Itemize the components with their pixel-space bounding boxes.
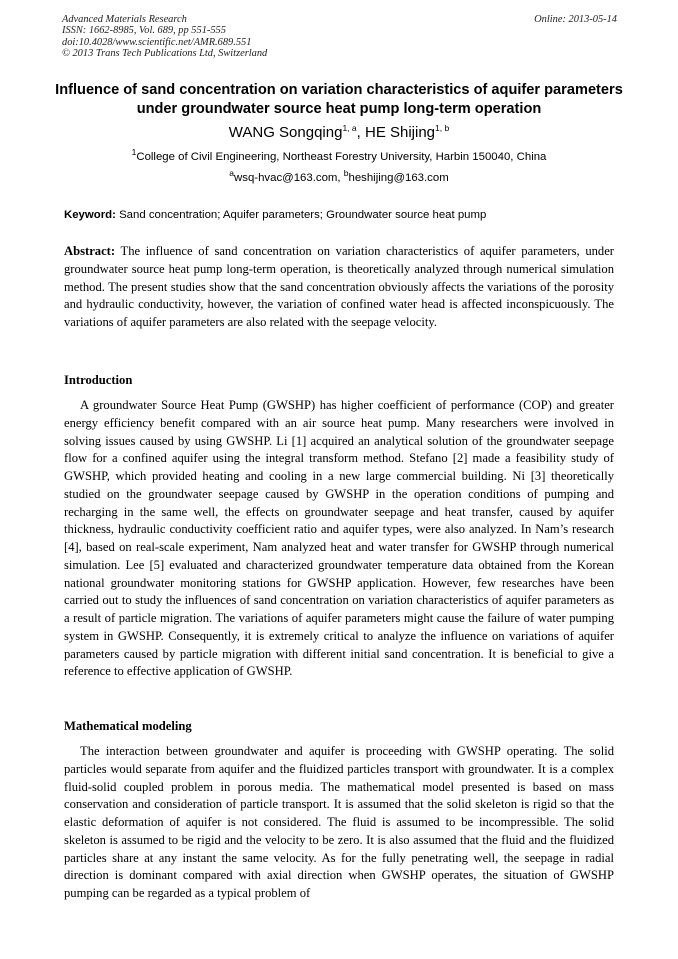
journal-copyright: © 2013 Trans Tech Publications Ltd, Switzerland [62, 48, 268, 60]
email-separator: , [337, 172, 344, 184]
online-date: Online: 2013-05-14 [534, 14, 617, 25]
abstract-label: Abstract: [64, 244, 116, 258]
email-address[interactable]: wsq-hvac@163.com [234, 172, 338, 184]
paper-title: Influence of sand concentration on variation characteristics of aquifer parameters under groundwater source heat pump long-term operation [55, 82, 623, 117]
affiliation-superscript: 1 [131, 147, 137, 158]
keywords [64, 208, 619, 222]
journal-header [62, 14, 617, 60]
abstract [64, 243, 614, 332]
journal-name: Advanced Materials Research [62, 14, 187, 25]
journal-issn: ISSN: 1662-8985, Vol. 689, pp 551-555 [62, 25, 226, 37]
author-name: WANG Songqing [228, 124, 343, 141]
keywords-text: Sand concentration; Aquifer parameters; Groundwater source heat pump [119, 209, 487, 221]
introduction-paragraph: A groundwater Source Heat Pump (GWSHP) has higher coefficient of performance (COP) and greater energy efficiency benefit compared with an air source heat pump. Many researchers were involved in solving issues caused by using GWSHP. Li [1] acquired an analytical solution of the groundwater seepage flow for a confined aquifer using the integral transform method. Stefano [2] made a feasibility study of GWSHP, which provided heating and cooling in a new large commercial building. Ni [3] theoretically studied on the groundwater seepage caused by GWSHP in the operation conditions of pumping and recharging in the same well, the effects on groundwater seepage and heat transfer, caused by aquifer thickness, hydraulic conductivity coefficient ratio and aquifer types, were also analyzed. In Nam’s research [4], based on real-scale experiment, Nam analyzed heat and water transfer for GWSHP through numerical simulation. Lee [5] evaluated and characterized groundwater temperature data obtained from the Korean national groundwater monitoring stations for GWSHP application. However, few researches have been carried out to study the influences of sand concentration on variation characteristics of aquifer parameters as a result of particle migration. The variations of aquifer parameters might cause the failure of water pumping system in GWSHP. Consequently, it is extremely critical to analyze the influence on variations of aquifer parameters caused by particle migration with different initial sand concentration. It is beneficial to give a reference to effective application of GWSHP. [64, 398, 614, 679]
author-superscript: 1, b [435, 123, 450, 133]
author-superscript: 1, a [342, 123, 357, 133]
affiliation-text: College of Civil Engineering, Northeast Forestry University, Harbin 150040, China [136, 151, 547, 163]
mathematical-modeling-paragraph: The interaction between groundwater and aquifer is proceeding with GWSHP operating. The solid particles would separate from aquifer and the fluidized particles transport with groundwater. It is a complex fluid-solid coupled problem in porous media. The mathematical model presented is based on mass conservation and consideration of particle transport. It is assumed that the solid skeleton is rigid so that the elastic deformation of aquifer is not considered. The fluid is assumed to be incompressible. The solid skeleton is assumed to be rigid and the velocity to be zero. It is also assumed that the fluid and the fluidized particles share at any instant the same velocity. As for the fully penetrating well, the seepage in radial direction is dominant compared with axial direction when GWSHP operates, the situation of GWSHP pumping can be regarded as a typical problem of [64, 744, 614, 900]
author-separator: , [356, 124, 365, 141]
section-heading-introduction: Introduction [64, 373, 133, 387]
author-line [0, 124, 678, 142]
affiliation [0, 147, 678, 164]
journal-doi: doi:10.4028/www.scientific.net/AMR.689.551 [62, 36, 252, 48]
email-superscript: b [343, 168, 349, 179]
email-superscript: a [229, 168, 235, 179]
author-name: HE Shijing [364, 124, 436, 141]
email-line [0, 168, 678, 185]
keywords-label: Keyword: [64, 209, 116, 221]
email-address[interactable]: heshijing@163.com [348, 172, 449, 184]
section-heading-mathematical-modeling: Mathematical modeling [64, 719, 192, 733]
abstract-text: The influence of sand concentration on variation characteristics of aquifer parameters, under groundwater source heat pump long-term operation, is theoretically analyzed through numerical simulation method. The present studies show that the sand concentration obviously affects the variations of the porosity and hydraulic conductivity, however, the variation of confined water head is affected inconspicuously. The variations of aquifer parameters are also related with the seepage velocity. [64, 244, 615, 329]
